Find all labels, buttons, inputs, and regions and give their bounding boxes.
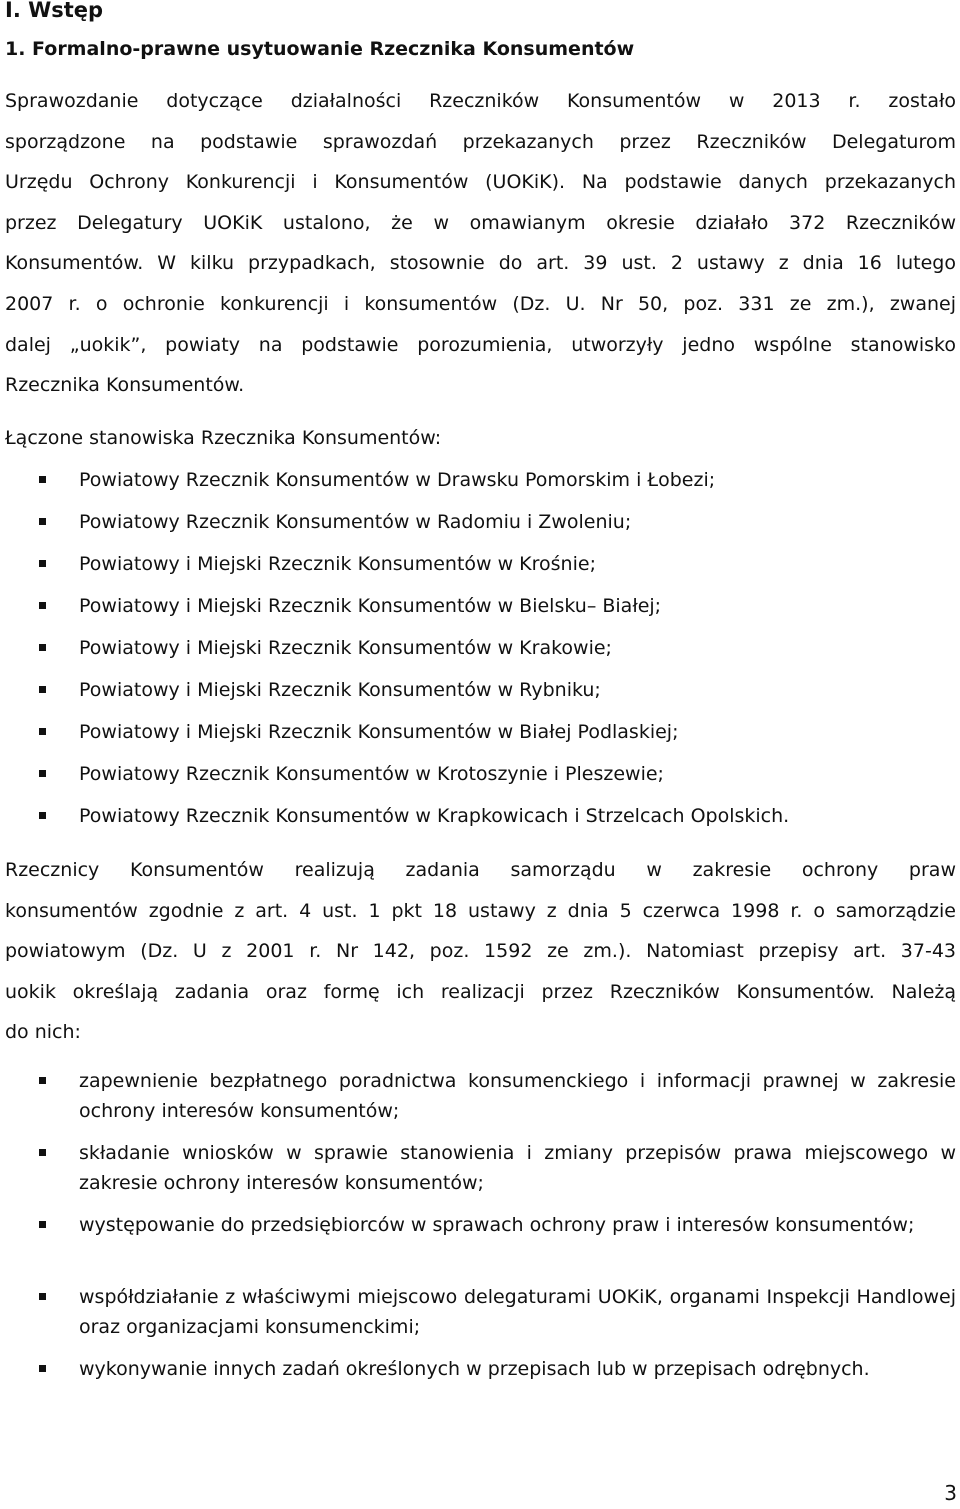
page-number: 3	[944, 1481, 957, 1505]
paragraph-line: uokik określają zadania oraz formę ich realizacji przez Rzeczników Konsumentów. Należą	[5, 980, 956, 1003]
list-item	[5, 795, 956, 837]
combined-positions-label: Łączone stanowiska Rzecznika Konsumentów:	[5, 427, 442, 449]
list-item-text: wykonywanie innych zadań określonych w przepisach lub w przepisach odrębnych.	[79, 1358, 870, 1380]
section-heading: 1. Formalno-prawne usytuowanie Rzecznika Konsumentów	[5, 38, 635, 60]
combined-positions-list	[5, 459, 956, 837]
list-item	[5, 1354, 956, 1394]
list-item-text: Powiatowy Rzecznik Konsumentów w Drawsku Pomorskim i Łobezi;	[79, 469, 716, 491]
list-item-text: Powiatowy Rzecznik Konsumentów w Radomiu i Zwoleniu;	[79, 511, 632, 533]
paragraph-line: konsumentów zgodnie z art. 4 ust. 1 pkt 18 ustawy z dnia 5 czerwca 1998 r. o samorządzie	[5, 899, 956, 922]
tasks-paragraph	[5, 850, 956, 1053]
list-item	[5, 543, 956, 585]
square-bullet-icon	[39, 728, 46, 735]
paragraph-line: sporządzone na podstawie sprawozdań przekazanych przez Rzeczników Delegaturom	[5, 130, 956, 153]
list-item-text: Powiatowy i Miejski Rzecznik Konsumentów w Bielsku– Białej;	[79, 595, 662, 617]
list-item	[5, 1282, 956, 1354]
list-item	[5, 1138, 956, 1210]
list-item-text: Powiatowy i Miejski Rzecznik Konsumentów w Krakowie;	[79, 637, 612, 659]
paragraph-line: do nich:	[5, 1021, 81, 1044]
list-item-text: współdziałanie z właściwymi miejscowo delegaturami UOKiK, organami Inspekcji Handlowej oraz organizacjami konsumenckimi;	[79, 1286, 956, 1338]
list-item-text: Powiatowy i Miejski Rzecznik Konsumentów w Krośnie;	[79, 553, 596, 575]
square-bullet-icon	[39, 1077, 46, 1084]
list-item-text: Powiatowy Rzecznik Konsumentów w Krotoszynie i Pleszewie;	[79, 763, 664, 785]
list-item	[5, 585, 956, 627]
square-bullet-icon	[39, 518, 46, 525]
square-bullet-icon	[39, 560, 46, 567]
list-item	[5, 627, 956, 669]
list-item	[5, 753, 956, 795]
intro-paragraph	[5, 81, 956, 406]
list-item	[5, 669, 956, 711]
list-item-text: Powiatowy i Miejski Rzecznik Konsumentów w Rybniku;	[79, 679, 601, 701]
list-item-text: zapewnienie bezpłatnego poradnictwa konsumenckiego i informacji prawnej w zakresie ochrony interesów konsumentów;	[79, 1070, 956, 1122]
list-item-text: występowanie do przedsiębiorców w sprawach ochrony praw i interesów konsumentów;	[79, 1214, 915, 1236]
square-bullet-icon	[39, 644, 46, 651]
list-item	[5, 711, 956, 753]
paragraph-line: Urzędu Ochrony Konkurencji i Konsumentów (UOKiK). Na podstawie danych przekazanych	[5, 171, 956, 194]
paragraph-line: Rzecznicy Konsumentów realizują zadania samorządu w zakresie ochrony praw	[5, 859, 956, 881]
paragraph-line: powiatowym (Dz. U z 2001 r. Nr 142, poz. 1592 ze zm.). Natomiast przepisy art. 37-43	[5, 940, 956, 963]
square-bullet-icon	[39, 476, 46, 483]
paragraph-line: Rzecznika Konsumentów.	[5, 374, 245, 397]
paragraph-line: 2007 r. o ochronie konkurencji i konsumentów (Dz. U. Nr 50, poz. 331 ze zm.), zwanej	[5, 292, 956, 315]
square-bullet-icon	[39, 602, 46, 609]
paragraph-line: Konsumentów. W kilku przypadkach, stosownie do art. 39 ust. 2 ustawy z dnia 16 lutego	[5, 252, 956, 275]
list-item	[5, 459, 956, 501]
square-bullet-icon	[39, 812, 46, 819]
list-item-text: składanie wniosków w sprawie stanowienia i zmiany przepisów prawa miejscowego w zakresie ochrony interesów konsumentów;	[79, 1142, 956, 1194]
paragraph-line: dalej „uokik”, powiaty na podstawie porozumienia, utworzyły jedno wspólne stanowisko	[5, 333, 956, 356]
square-bullet-icon	[39, 1293, 46, 1300]
list-item	[5, 1066, 956, 1138]
list-item	[5, 1210, 956, 1282]
tasks-list	[5, 1066, 956, 1394]
paragraph-line: przez Delegatury UOKiK ustalono, że w omawianym okresie działało 372 Rzeczników	[5, 211, 956, 234]
square-bullet-icon	[39, 770, 46, 777]
list-item-text: Powiatowy i Miejski Rzecznik Konsumentów w Białej Podlaskiej;	[79, 721, 679, 743]
square-bullet-icon	[39, 1365, 46, 1372]
square-bullet-icon	[39, 686, 46, 693]
paragraph-line: Sprawozdanie dotyczące działalności Rzeczników Konsumentów w 2013 r. zostało	[5, 90, 956, 112]
chapter-heading: I. Wstęp	[5, 0, 104, 22]
list-item-text: Powiatowy Rzecznik Konsumentów w Krapkowicach i Strzelcach Opolskich.	[79, 805, 790, 827]
list-item	[5, 501, 956, 543]
square-bullet-icon	[39, 1221, 46, 1228]
square-bullet-icon	[39, 1149, 46, 1156]
